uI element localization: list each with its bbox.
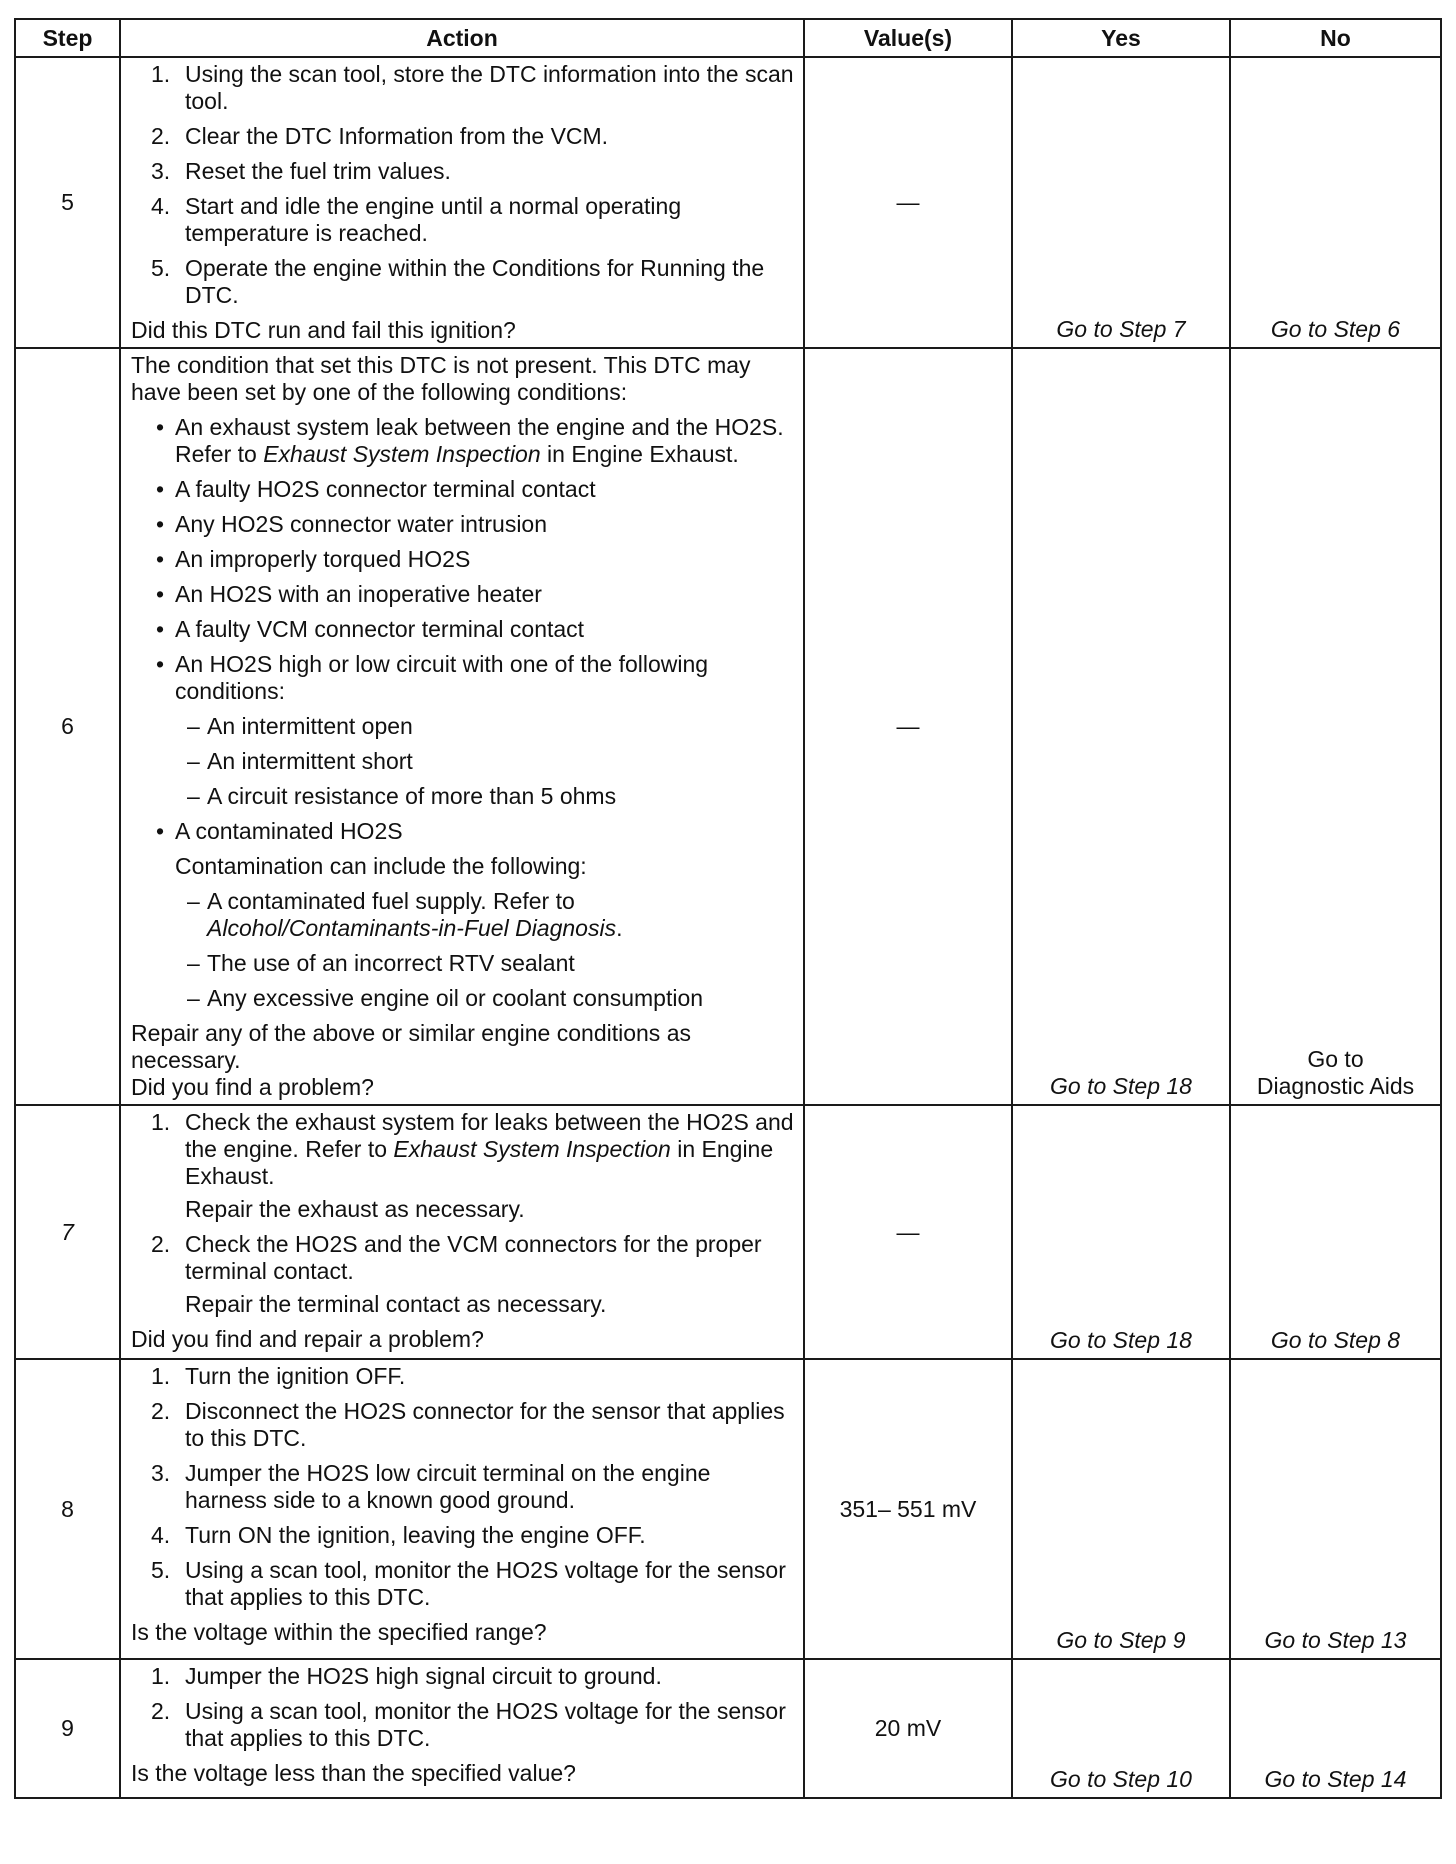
list-item: 3. Jumper the HO2S low circuit terminal on the engine harness side to a known good ground.	[151, 1460, 711, 1513]
list-item: 3. Reset the fuel trim values.	[151, 158, 451, 184]
list-item: 1. Check the exhaust system for leaks between the HO2S and the engine. Refer to Exhaust System Inspection in Engine Exhaust. Repair the exhaust as necessary.	[151, 1109, 794, 1222]
list-item: • An HO2S with an inoperative heater	[156, 581, 542, 607]
intro-text: The condition that set this DTC is not present. This DTC may have been set by one of the following conditions:	[131, 352, 751, 405]
numbered-list	[131, 1109, 795, 1318]
question: Is the voltage less than the specified value?	[131, 1760, 576, 1786]
value-cell: —	[804, 57, 1012, 348]
header-row	[15, 19, 1441, 57]
list-item: – A circuit resistance of more than 5 ohms	[187, 783, 617, 809]
repair-text: Repair any of the above or similar engine conditions as necessary.	[131, 1020, 691, 1073]
list-item: • A faulty HO2S connector terminal contact	[156, 476, 596, 502]
no-cell: Go to Step 8	[1230, 1105, 1441, 1359]
value-cell: —	[804, 348, 1012, 1105]
action-cell	[120, 57, 804, 348]
no-cell: Go to Step 13	[1230, 1359, 1441, 1659]
list-item: 2. Check the HO2S and the VCM connectors for the proper terminal contact. Repair the terminal contact as necessary.	[131, 1231, 795, 1318]
list-item: • Any HO2S connector water intrusion	[156, 511, 548, 537]
yes-cell: Go to Step 18	[1012, 348, 1230, 1105]
step-number: 7	[15, 1105, 120, 1359]
header-yes: Yes	[1012, 19, 1230, 57]
list-item: 5. Using a scan tool, monitor the HO2S voltage for the sensor that applies to this DTC.	[151, 1557, 786, 1610]
header-no: No	[1230, 19, 1441, 57]
list-item: 1. Jumper the HO2S high signal circuit to ground.	[151, 1663, 662, 1689]
table-row-step-6	[15, 348, 1441, 1105]
list-item: • A contaminated HO2S Contamination can include the following: – A contaminated fuel supply. Refer to Alcohol/Contaminants-in-Fuel Diagnosis. – The use of an incorrect RTV sealant – Any excessive engine oil or coolant consumption	[131, 818, 795, 1012]
table-row-step-7	[15, 1105, 1441, 1359]
yes-cell: Go to Step 9	[1012, 1359, 1230, 1659]
contamination-note: Contamination can include the following:	[175, 853, 587, 879]
table-row-step-8	[15, 1359, 1441, 1659]
header-step: Step	[15, 19, 120, 57]
list-item: 1. Using the scan tool, store the DTC information into the scan tool.	[151, 61, 794, 114]
table-row-step-5	[15, 57, 1441, 348]
list-item: – The use of an incorrect RTV sealant	[187, 950, 575, 976]
step-number: 6	[15, 348, 120, 1105]
header-values: Value(s)	[804, 19, 1012, 57]
list-item: 5. Operate the engine within the Conditions for Running the DTC.	[151, 255, 765, 308]
question: Did you find a problem?	[131, 1074, 374, 1100]
list-item: – Any excessive engine oil or coolant consumption	[187, 985, 704, 1011]
list-item: 1. Turn the ignition OFF.	[151, 1363, 406, 1389]
reference-link: Exhaust System Inspection	[263, 441, 541, 467]
numbered-list	[131, 1363, 795, 1611]
action-cell	[120, 1659, 804, 1798]
reference-link: Exhaust System Inspection	[393, 1136, 671, 1162]
step-number: 5	[15, 57, 120, 348]
step-number: 9	[15, 1659, 120, 1798]
no-cell: Go to Diagnostic Aids	[1230, 348, 1441, 1105]
no-cell: Go to Step 6	[1230, 57, 1441, 348]
reference-link: Alcohol/Contaminants-in-Fuel Diagnosis	[207, 915, 617, 941]
diagnostic-table	[14, 18, 1442, 1799]
value-cell: —	[804, 1105, 1012, 1359]
list-item: 4. Start and idle the engine until a normal operating temperature is reached.	[151, 193, 682, 246]
sub-instruction: Repair the exhaust as necessary.	[185, 1196, 525, 1222]
list-item: – An intermittent short	[187, 748, 413, 774]
list-item: • A faulty VCM connector terminal contact	[156, 616, 585, 642]
yes-cell: Go to Step 7	[1012, 57, 1230, 348]
no-cell: Go to Step 14	[1230, 1659, 1441, 1798]
question: Did you find and repair a problem?	[131, 1326, 484, 1352]
dash-list	[175, 888, 795, 1012]
list-item: – A contaminated fuel supply. Refer to Alcohol/Contaminants-in-Fuel Diagnosis.	[187, 888, 623, 941]
dash-list	[175, 713, 795, 810]
action-cell	[120, 1359, 804, 1659]
list-item: – An intermittent open	[187, 713, 413, 739]
sub-instruction: Repair the terminal contact as necessary.	[185, 1291, 607, 1317]
list-item: 4. Turn ON the ignition, leaving the engine OFF.	[151, 1522, 646, 1548]
numbered-list	[131, 1663, 795, 1752]
numbered-list	[131, 61, 795, 309]
list-item: • An improperly torqued HO2S	[156, 546, 471, 572]
question: Is the voltage within the specified range?	[131, 1619, 547, 1645]
action-cell	[120, 1105, 804, 1359]
table-row-step-9	[15, 1659, 1441, 1798]
yes-cell: Go to Step 10	[1012, 1659, 1230, 1798]
step-number: 8	[15, 1359, 120, 1659]
bullet-list	[131, 414, 795, 1012]
action-cell	[120, 348, 804, 1105]
list-item: 2. Disconnect the HO2S connector for the sensor that applies to this DTC.	[151, 1398, 785, 1451]
list-item: • An exhaust system leak between the engine and the HO2S. Refer to Exhaust System Inspection in Engine Exhaust.	[156, 414, 784, 467]
list-item: 2. Using a scan tool, monitor the HO2S voltage for the sensor that applies to this DTC.	[151, 1698, 786, 1751]
list-item: 2. Clear the DTC Information from the VCM.	[151, 123, 609, 149]
yes-cell: Go to Step 18	[1012, 1105, 1230, 1359]
list-item: • An HO2S high or low circuit with one of the following conditions: – An intermittent open – An intermittent short – A circuit resistance of more than 5 ohms	[131, 651, 795, 810]
header-action: Action	[120, 19, 804, 57]
value-cell: 20 mV	[804, 1659, 1012, 1798]
value-cell: 351– 551 mV	[804, 1359, 1012, 1659]
question: Did this DTC run and fail this ignition?	[131, 317, 516, 343]
